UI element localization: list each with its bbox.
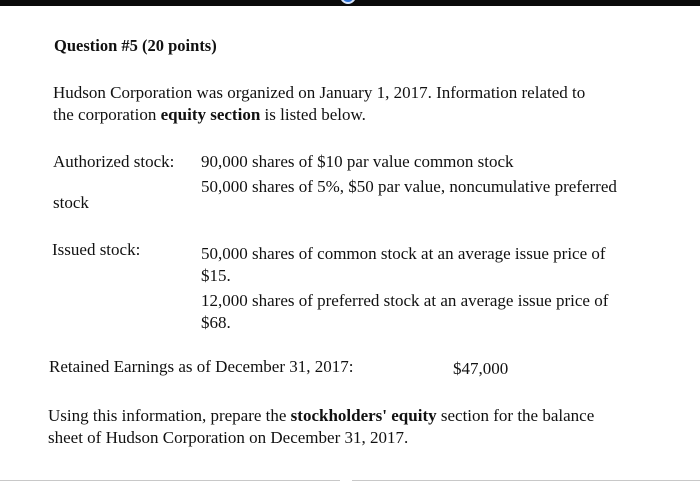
issued-line-3: 12,000 shares of preferred stock at an average issue price of xyxy=(201,291,609,310)
intro-text: the corporation xyxy=(53,105,161,124)
issued-line-1: 50,000 shares of common stock at an average issue price of xyxy=(201,244,606,263)
issued-line-2: $15. xyxy=(201,266,231,285)
authorized-label: Authorized stock: xyxy=(53,152,175,171)
instruction-text: Using this information, prepare the xyxy=(48,406,291,425)
divider-right xyxy=(352,480,700,481)
issued-label: Issued stock: xyxy=(52,240,141,259)
instruction-emphasis: stockholders' equity xyxy=(290,406,437,425)
authorized-line-1: 90,000 shares of $10 par value common stock xyxy=(201,152,514,171)
instruction-line-2: sheet of Hudson Corporation on December 31, 2017. xyxy=(48,428,409,447)
question-title: Question #5 (20 points) xyxy=(54,36,217,55)
intro-line-1: Hudson Corporation was organized on January 1, 2017. Information related to xyxy=(53,83,586,102)
intro-emphasis: equity section xyxy=(160,105,261,124)
authorized-line-2: 50,000 shares of 5%, $50 par value, noncumulative preferred xyxy=(201,177,617,196)
authorized-line-3: stock xyxy=(53,193,89,212)
intro-line-2 xyxy=(53,104,366,126)
divider-left xyxy=(0,480,340,481)
retained-earnings-value: $47,000 xyxy=(453,359,509,378)
retained-earnings-label: Retained Earnings as of December 31, 2017: xyxy=(49,357,354,376)
instruction-text-end: section for the balance xyxy=(436,406,595,425)
instruction-line-1 xyxy=(48,405,594,427)
issued-line-4: $68. xyxy=(201,313,231,332)
intro-text-end: is listed below. xyxy=(260,105,366,124)
